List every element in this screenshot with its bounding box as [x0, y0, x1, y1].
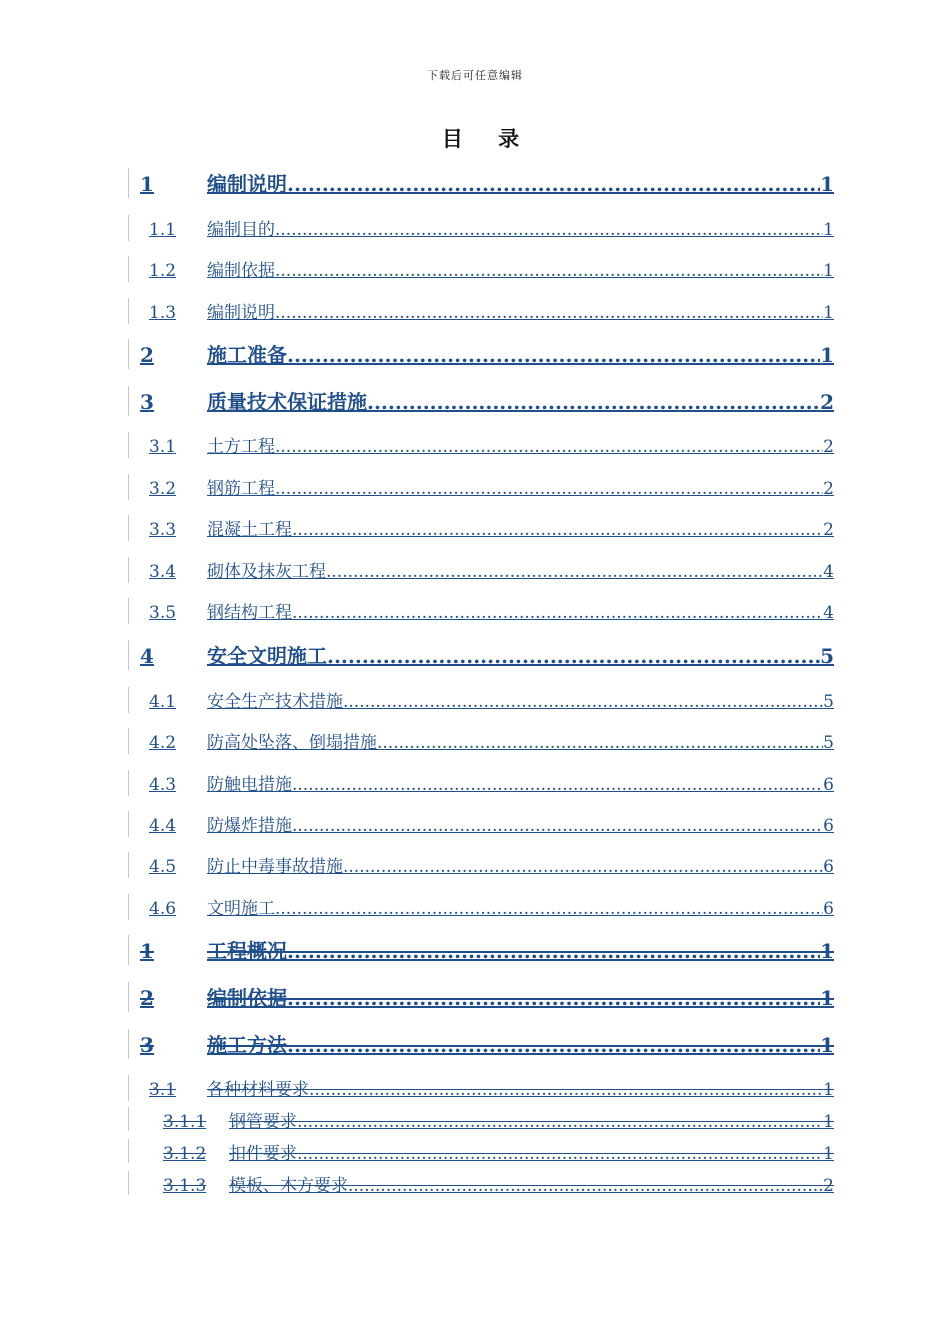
toc-entry-title: 防止中毒事故措施	[207, 857, 343, 877]
toc-entry[interactable]	[128, 598, 834, 624]
toc-entry-page: 1	[820, 343, 834, 367]
toc-entry-title: 土方工程	[207, 437, 275, 457]
toc-entry[interactable]	[128, 1139, 834, 1163]
toc-entry-number: 3	[140, 390, 154, 414]
toc-leader-dots	[343, 692, 823, 712]
toc-entry-page: 1	[820, 939, 834, 963]
toc-entry-page: 6	[823, 857, 834, 877]
toc-entry-number: 3.2	[149, 479, 177, 499]
toc-leader-dots	[275, 479, 823, 499]
toc-entry-title: 各种材料要求	[207, 1080, 309, 1100]
toc-entry-title: 钢结构工程	[207, 603, 292, 623]
toc-entry-number: 4.3	[149, 775, 177, 795]
toc-entry-title: 编制目的	[207, 220, 275, 240]
toc-entry-number: 1.1	[149, 220, 177, 240]
toc-entry-number: 4.2	[149, 733, 177, 753]
toc-entry-number: 1	[140, 939, 154, 963]
toc-leader-dots	[275, 899, 823, 919]
toc-leader-dots	[287, 343, 820, 367]
toc-entry-page: 2	[823, 1176, 834, 1196]
toc-entry-page: 1	[823, 220, 834, 240]
toc-entry-page: 5	[823, 733, 834, 753]
toc-entry[interactable]	[128, 811, 834, 837]
toc-title: 目 录	[441, 126, 534, 151]
toc-entry-number: 3.1.1	[163, 1112, 207, 1132]
toc-entry-number: 4.5	[149, 857, 177, 877]
toc-entry-number: 3.3	[149, 520, 177, 540]
toc-entry[interactable]	[128, 215, 834, 241]
toc-entry-number: 3.1	[149, 437, 177, 457]
toc-entry-page: 6	[823, 816, 834, 836]
toc-leader-dots	[287, 939, 820, 963]
toc-entry-page: 5	[820, 644, 834, 668]
toc-entry-number: 4	[140, 644, 154, 668]
toc-entry-page: 4	[823, 562, 834, 582]
toc-entry[interactable]	[128, 982, 834, 1012]
toc-leader-dots	[287, 986, 820, 1010]
toc-leader-dots	[377, 733, 823, 753]
toc-entry-title: 砌体及抹灰工程	[207, 562, 326, 582]
toc-leader-dots	[275, 437, 823, 457]
toc-entry-number: 3.1	[149, 1080, 177, 1100]
toc-entry-number: 3	[140, 1033, 154, 1057]
toc-entry-title: 防高处坠落、倒塌措施	[207, 733, 377, 753]
header-note: 下载后可任意编辑	[427, 69, 523, 82]
toc-leader-dots	[275, 220, 823, 240]
toc-entry-page: 6	[823, 775, 834, 795]
toc-leader-dots	[309, 1080, 823, 1100]
toc-entry-number: 3.1.2	[163, 1144, 207, 1164]
toc-entry-number: 1.3	[149, 303, 177, 323]
toc-entry-number: 2	[140, 986, 154, 1010]
toc-leader-dots	[348, 1176, 823, 1196]
toc-leader-dots	[297, 1112, 823, 1132]
toc-leader-dots	[275, 261, 823, 281]
toc-entry[interactable]	[128, 640, 834, 670]
toc-leader-dots	[292, 603, 823, 623]
toc-entry[interactable]	[128, 1075, 834, 1101]
toc-leader-dots	[287, 1033, 820, 1057]
toc-entry[interactable]	[128, 1107, 834, 1131]
toc-entry-title: 工程概况	[207, 939, 287, 963]
toc-entry-title: 编制依据	[207, 261, 275, 281]
toc-entry[interactable]	[128, 894, 834, 920]
toc-leader-dots	[327, 644, 820, 668]
toc-entry[interactable]	[128, 339, 834, 369]
toc-entry-page: 6	[823, 899, 834, 919]
toc-entry-page: 1	[823, 1080, 834, 1100]
toc-entry-title: 防爆炸措施	[207, 816, 292, 836]
toc-entry[interactable]	[128, 168, 834, 198]
toc-entry[interactable]	[128, 687, 834, 713]
toc-entry-page: 2	[823, 479, 834, 499]
toc-entry[interactable]	[128, 256, 834, 282]
toc-entry[interactable]	[128, 515, 834, 541]
toc-entry-title: 施工方法	[207, 1033, 287, 1057]
toc-entry[interactable]	[128, 935, 834, 965]
toc-entry[interactable]	[128, 474, 834, 500]
toc-entry-page: 2	[820, 390, 834, 414]
toc-entry-page: 1	[823, 261, 834, 281]
toc-entry-number: 4.1	[149, 692, 177, 712]
toc-entry-page: 1	[823, 303, 834, 323]
toc-entry-title: 防触电措施	[207, 775, 292, 795]
toc-entry-number: 3.1.3	[163, 1176, 207, 1196]
toc-entry-page: 1	[823, 1112, 834, 1132]
toc-leader-dots	[297, 1144, 823, 1164]
toc-entry-title: 质量技术保证措施	[207, 390, 367, 414]
toc-entry-number: 4.4	[149, 816, 177, 836]
toc-entry-title: 编制说明	[207, 172, 287, 196]
toc-entry-title: 混凝土工程	[207, 520, 292, 540]
toc-leader-dots	[275, 303, 823, 323]
toc-leader-dots	[367, 390, 820, 414]
toc-entry-title: 编制说明	[207, 303, 275, 323]
toc-leader-dots	[287, 172, 820, 196]
toc-entry[interactable]	[128, 852, 834, 878]
toc-entry[interactable]	[128, 432, 834, 458]
toc-entry-number: 4.6	[149, 899, 177, 919]
toc-entry-page: 2	[823, 437, 834, 457]
toc-entry[interactable]	[128, 386, 834, 416]
toc-entry-title: 模板、木方要求	[229, 1176, 348, 1196]
toc-entry-number: 2	[140, 343, 154, 367]
toc-entry-page: 1	[820, 986, 834, 1010]
toc-entry-number: 1.2	[149, 261, 177, 281]
toc-entry[interactable]	[128, 770, 834, 796]
toc-leader-dots	[326, 562, 823, 582]
toc-entry-page: 4	[823, 603, 834, 623]
toc-entry-number: 1	[140, 172, 154, 196]
toc-leader-dots	[292, 775, 823, 795]
toc-entry-title: 钢管要求	[229, 1112, 297, 1132]
toc-leader-dots	[292, 816, 823, 836]
toc-entry-title: 施工准备	[207, 343, 287, 367]
toc-entry[interactable]	[128, 298, 834, 324]
toc-entry-number: 3.4	[149, 562, 177, 582]
toc-entry[interactable]	[128, 1171, 834, 1195]
toc-entry-page: 1	[820, 1033, 834, 1057]
toc-entry[interactable]	[128, 1029, 834, 1059]
toc-entry-title: 扣件要求	[229, 1144, 297, 1164]
toc-entry-title: 安全生产技术措施	[207, 692, 343, 712]
toc-entry-page: 1	[820, 172, 834, 196]
toc-leader-dots	[343, 857, 823, 877]
toc-entry[interactable]	[128, 557, 834, 583]
toc-entry-page: 1	[823, 1144, 834, 1164]
toc-entry-title: 文明施工	[207, 899, 275, 919]
toc-entry-title: 安全文明施工	[207, 644, 327, 668]
toc-entry-page: 2	[823, 520, 834, 540]
toc-entry-page: 5	[823, 692, 834, 712]
toc-entry-title: 钢筋工程	[207, 479, 275, 499]
toc-entry[interactable]	[128, 728, 834, 754]
toc-entry-title: 编制依据	[207, 986, 287, 1010]
toc-entry-number: 3.5	[149, 603, 177, 623]
toc-leader-dots	[292, 520, 823, 540]
